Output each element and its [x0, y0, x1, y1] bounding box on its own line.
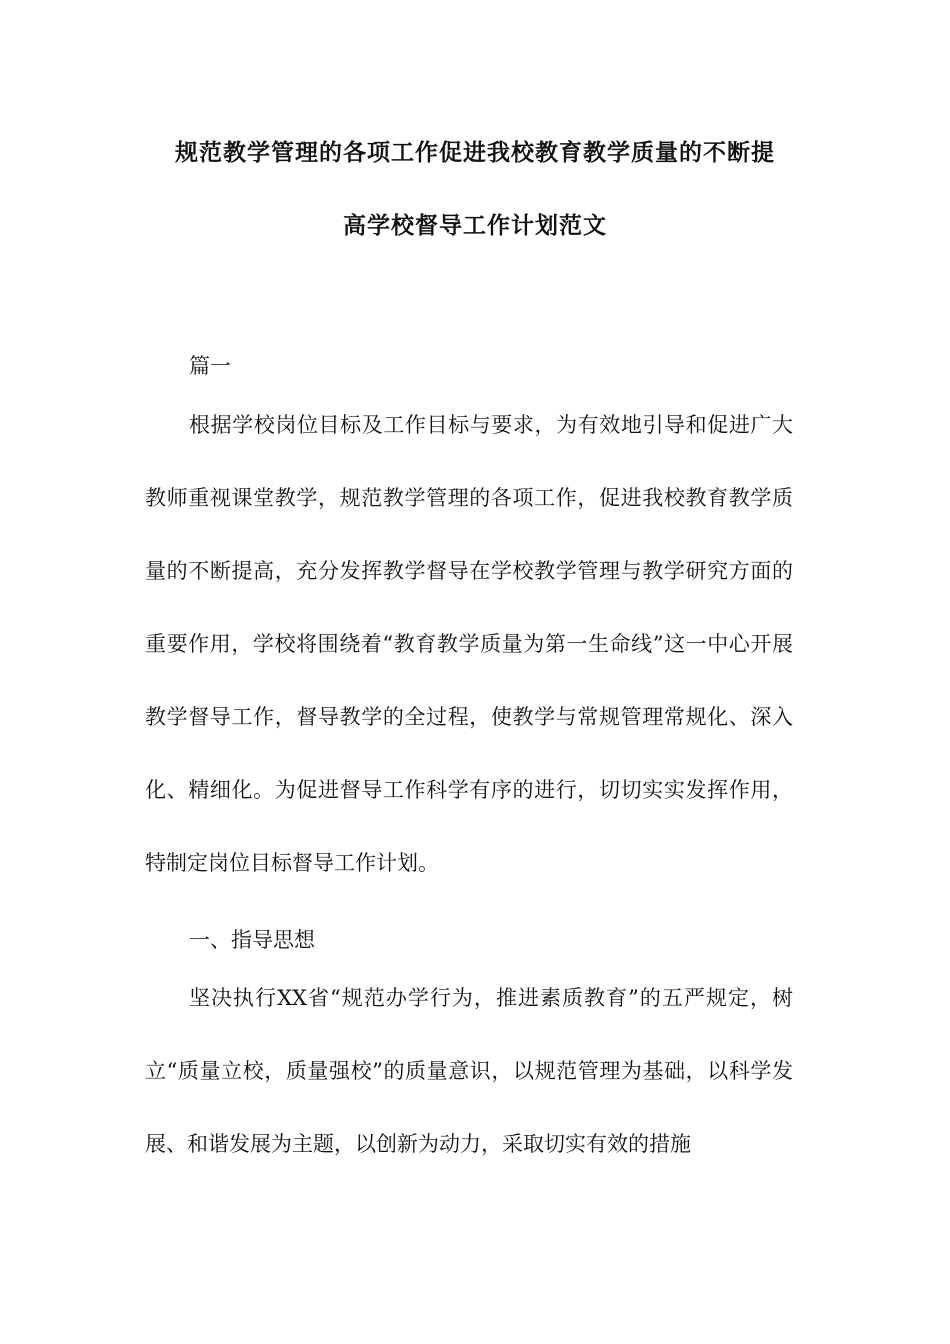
- paragraph-guiding-ideology: 坚决执行XX省“规范办学行为，推进素质教育”的五严规定，树立“质量立校，质量强校”的质量意识，以规范管理为基础，以科学发展、和谐发展为主题，以创新为动力，采取切实有效的措施: [145, 986, 793, 1156]
- document-title-line-1: 规范教学管理的各项工作促进我校教育教学质量的不断提: [175, 139, 775, 166]
- document-title-line-2: 高学校督导工作计划范文: [343, 212, 607, 239]
- heading-guiding-ideology: 一、指导思想: [189, 928, 315, 952]
- section-label: 篇一: [189, 354, 231, 378]
- paragraph-intro: 根据学校岗位目标及工作目标与要求，为有效地引导和促进广大教师重视课堂教学，规范教学管理的各项工作，促进我校教育教学质量的不断提高，充分发挥教学督导在学校教学管理与教学研究方面的重要作用，学校将围绕着“教育教学质量为第一生命线”这一中心开展教学督导工作，督导教学的全过程，使教学与常规管理常规化、深入化、精细化。为促进督导工作科学有序的进行，切切实实发挥作用，特制定岗位目标督导工作计划。: [145, 413, 793, 875]
